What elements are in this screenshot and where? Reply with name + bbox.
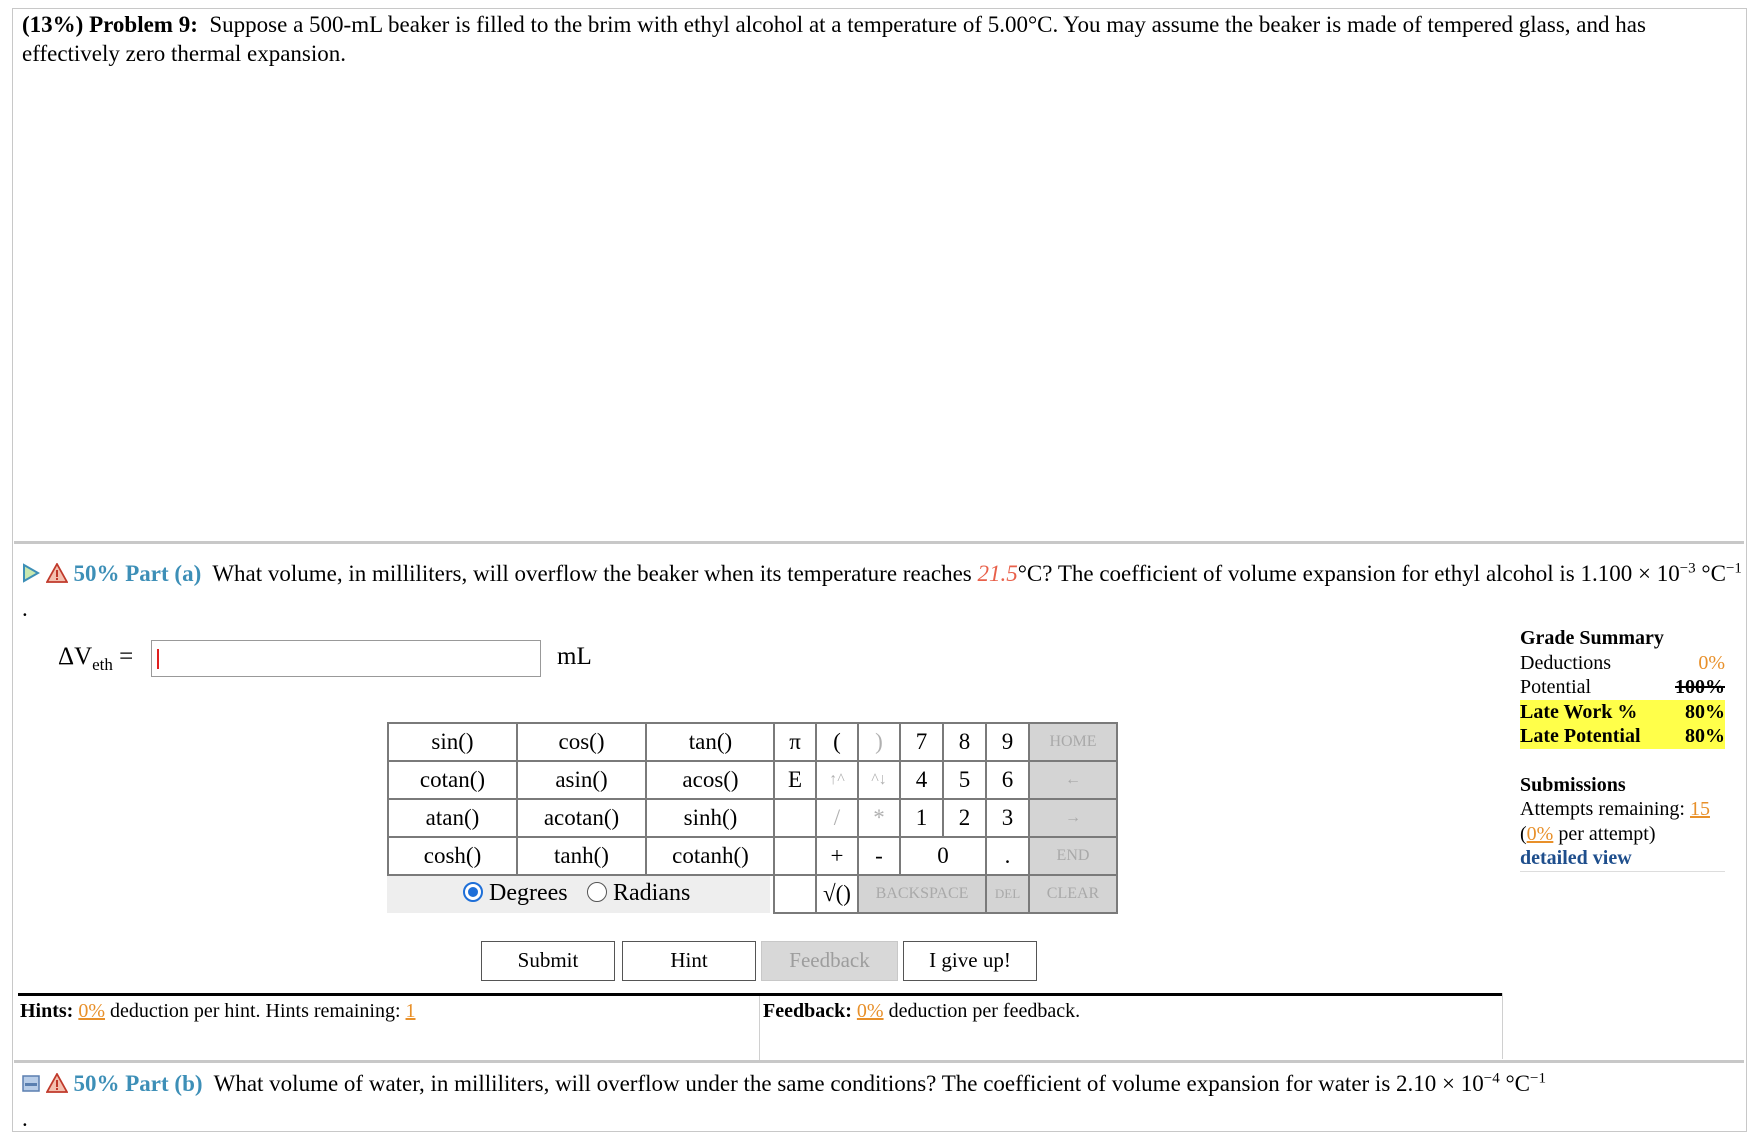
fn-sin-button[interactable]: sin() <box>388 723 517 761</box>
part-a-label: 50% Part (a) <box>73 561 202 586</box>
key-blank-2 <box>774 837 816 875</box>
text-cursor <box>157 649 159 669</box>
key-right-arrow[interactable]: → <box>1029 799 1117 837</box>
key-clear[interactable]: CLEAR <box>1029 875 1117 913</box>
key-blank <box>774 799 816 837</box>
degrees-radio[interactable] <box>463 882 483 902</box>
hints-area-right-edge <box>1502 993 1503 1059</box>
key-4[interactable]: 4 <box>900 761 943 799</box>
feedback-button[interactable]: Feedback <box>761 941 898 981</box>
problem-label: (13%) Problem 9: <box>22 12 198 37</box>
key-dot[interactable]: . <box>986 837 1029 875</box>
key-left-arrow[interactable]: ← <box>1029 761 1117 799</box>
function-keypad <box>387 722 776 876</box>
problem-text: Suppose a 500-mL beaker is filled to the brim with ethyl alcohol at a temperature of 5.00°C. You may assume the beaker is made of tempered glass, and has effectively zero thermal expansion. <box>22 12 1646 66</box>
radians-option[interactable] <box>587 880 690 907</box>
grade-summary-title: Grade Summary <box>1520 627 1664 649</box>
attempts-value: 15 <box>1689 798 1710 820</box>
potential-row <box>1520 675 1725 700</box>
key-backspace[interactable]: BACKSPACE <box>858 875 986 913</box>
potential-value: 100% <box>1675 676 1725 698</box>
key-close-paren[interactable]: ) <box>858 723 900 761</box>
hints-text: deduction per hint. Hints remaining: <box>110 1000 401 1022</box>
part-b-exponent: −4 <box>1483 1070 1500 1087</box>
fn-asin-button[interactable]: asin() <box>517 761 646 799</box>
fn-acotan-button[interactable]: acotan() <box>517 799 646 837</box>
feedback-info <box>763 1000 1080 1023</box>
part-a-question <box>22 557 1742 625</box>
collapse-icon[interactable] <box>22 1069 40 1102</box>
problem-statement <box>22 10 1742 68</box>
part-b-text: What volume of water, in milliliters, will overflow under the same conditions? The coefficient of volume expansion for water is 2.10 × 10 <box>213 1071 1484 1096</box>
degrees-option[interactable] <box>463 880 568 907</box>
potential-label: Potential <box>1520 676 1592 698</box>
key-del[interactable]: DEL <box>986 875 1029 913</box>
answer-label <box>58 643 133 675</box>
key-8[interactable]: 8 <box>943 723 986 761</box>
hint-button[interactable]: Hint <box>622 941 756 981</box>
key-home[interactable]: HOME <box>1029 723 1117 761</box>
feedback-text: deduction per feedback. <box>888 1000 1081 1022</box>
key-2[interactable]: 2 <box>943 799 986 837</box>
warning-icon-b <box>46 1069 68 1102</box>
radians-radio[interactable] <box>587 882 607 902</box>
answer-equals: = <box>119 643 134 670</box>
key-5[interactable]: 5 <box>943 761 986 799</box>
hints-remaining: 1 <box>405 1000 416 1022</box>
key-1[interactable]: 1 <box>900 799 943 837</box>
deductions-row <box>1520 651 1725 676</box>
feedback-label: Feedback: <box>763 1000 852 1022</box>
part-b-label: 50% Part (b) <box>73 1071 203 1096</box>
key-plus[interactable]: + <box>816 837 858 875</box>
key-open-paren[interactable]: ( <box>816 723 858 761</box>
key-minus[interactable]: - <box>858 837 900 875</box>
late-work-value: 80% <box>1685 700 1725 723</box>
answer-label-sub: eth <box>92 655 113 674</box>
part-a-unit-base: °C <box>1701 561 1726 586</box>
give-up-button[interactable]: I give up! <box>903 941 1037 981</box>
degrees-label: Degrees <box>489 880 568 906</box>
per-attempt-open: ( <box>1520 822 1527 845</box>
key-7[interactable]: 7 <box>900 723 943 761</box>
part-a-temperature: 21.5 <box>977 561 1018 586</box>
play-icon[interactable] <box>22 559 40 592</box>
submit-button[interactable]: Submit <box>481 941 615 981</box>
answer-unit: mL <box>557 643 592 670</box>
fn-atan-button[interactable]: atan() <box>388 799 517 837</box>
numeric-keypad <box>773 722 1118 914</box>
angle-mode-selector <box>387 876 770 913</box>
deductions-value: 0% <box>1698 651 1725 674</box>
key-6[interactable]: 6 <box>986 761 1029 799</box>
part-a-text-after: °C? The coefficient of volume expansion for ethyl alcohol is 1.100 × 10 <box>1017 561 1680 586</box>
key-blank-3 <box>774 875 816 913</box>
fn-sinh-button[interactable]: sinh() <box>646 799 775 837</box>
part-b-question <box>22 1067 1742 1135</box>
key-pi[interactable]: π <box>774 723 816 761</box>
fn-tanh-button[interactable]: tanh() <box>517 837 646 875</box>
hints-info <box>20 1000 416 1023</box>
answer-label-main: ΔV <box>58 643 93 670</box>
part-b-unit-base: °C <box>1505 1071 1531 1096</box>
feedback-value: 0% <box>856 1000 884 1022</box>
fn-cotanh-button[interactable]: cotanh() <box>646 837 775 875</box>
part-a-unit-exp: −1 <box>1725 560 1742 577</box>
key-sqrt[interactable]: √() <box>816 875 858 913</box>
detailed-view-link[interactable]: detailed view <box>1520 846 1725 872</box>
key-e[interactable]: E <box>774 761 816 799</box>
key-divide[interactable]: / <box>816 799 858 837</box>
section-divider-bottom <box>14 1060 1744 1063</box>
attempts-label: Attempts remaining: <box>1520 798 1685 820</box>
key-up[interactable]: ↑^ <box>816 761 858 799</box>
fn-acos-button[interactable]: acos() <box>646 761 775 799</box>
fn-cosh-button[interactable]: cosh() <box>388 837 517 875</box>
deductions-label: Deductions <box>1520 651 1612 674</box>
submissions-title: Submissions <box>1520 773 1626 796</box>
key-end[interactable]: END <box>1029 837 1117 875</box>
late-work-row <box>1520 700 1725 725</box>
fn-cotan-button[interactable]: cotan() <box>388 761 517 799</box>
warning-icon <box>46 559 68 592</box>
part-a-end: . <box>22 596 28 621</box>
part-b-end: . <box>22 1106 28 1131</box>
part-a-exponent: −3 <box>1679 560 1696 577</box>
answer-input[interactable] <box>151 640 541 677</box>
key-multiply[interactable]: * <box>858 799 900 837</box>
key-3[interactable]: 3 <box>986 799 1029 837</box>
late-potential-label: Late Potential <box>1520 725 1641 747</box>
section-divider <box>14 541 1744 544</box>
hints-feedback-divider <box>759 996 760 1060</box>
part-b-unit-exp: −1 <box>1530 1070 1546 1087</box>
radians-label: Radians <box>613 880 691 906</box>
key-0[interactable]: 0 <box>900 837 986 875</box>
per-attempt-label: per attempt) <box>1558 822 1656 845</box>
per-attempt-value: 0% <box>1526 822 1554 845</box>
key-9[interactable]: 9 <box>986 723 1029 761</box>
late-potential-value: 80% <box>1685 725 1725 747</box>
fn-cos-button[interactable]: cos() <box>517 723 646 761</box>
part-a-text-before: What volume, in milliliters, will overflow the beaker when its temperature reaches <box>212 561 972 586</box>
late-potential-row <box>1520 724 1725 749</box>
hints-value: 0% <box>78 1000 106 1022</box>
per-attempt-row <box>1520 822 1725 847</box>
hints-label: Hints: <box>20 1000 74 1022</box>
grade-summary <box>1520 626 1725 872</box>
fn-tan-button[interactable]: tan() <box>646 723 775 761</box>
late-work-label: Late Work % <box>1520 700 1638 723</box>
attempts-row <box>1520 797 1725 822</box>
key-down[interactable]: ^↓ <box>858 761 900 799</box>
